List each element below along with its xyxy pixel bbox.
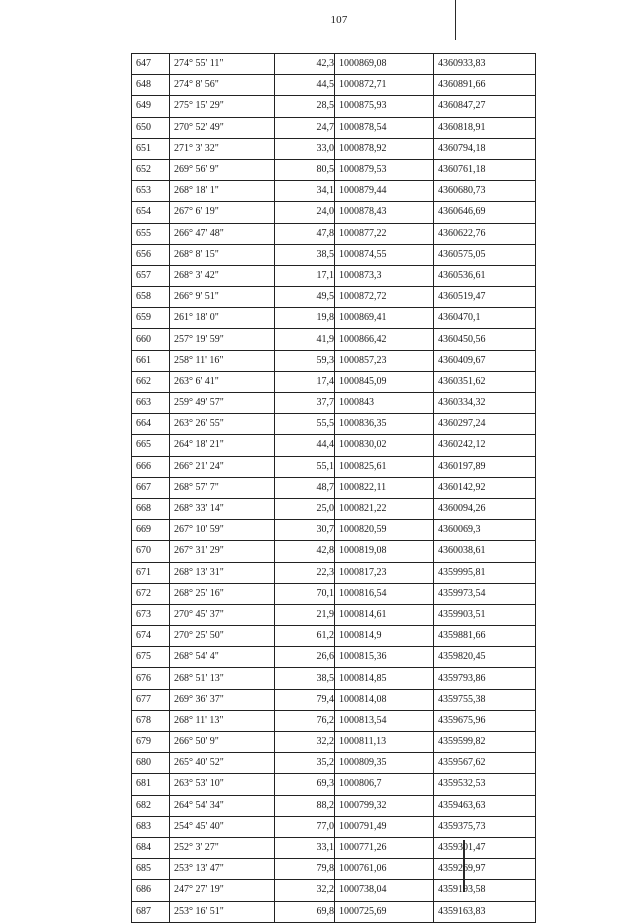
y-coordinate-cell: 4360575,05 xyxy=(434,244,536,265)
table-row xyxy=(132,181,536,202)
x-coordinate-cell: 1000813,54 xyxy=(335,710,434,731)
bearing-cell: 269° 56' 9" xyxy=(170,159,275,180)
x-coordinate-cell: 1000878,43 xyxy=(335,202,434,223)
y-coordinate-cell: 4359269,97 xyxy=(434,859,536,880)
point-number-cell: 676 xyxy=(132,668,170,689)
bearing-cell: 247° 27' 19" xyxy=(170,880,275,901)
y-coordinate-cell: 4359820,45 xyxy=(434,647,536,668)
y-coordinate-cell: 4359463,63 xyxy=(434,795,536,816)
bearing-cell: 267° 31' 29" xyxy=(170,541,275,562)
y-coordinate-cell: 4360242,12 xyxy=(434,435,536,456)
bearing-cell: 268° 54' 4" xyxy=(170,647,275,668)
table-row xyxy=(132,223,536,244)
x-coordinate-cell: 1000814,9 xyxy=(335,626,434,647)
point-number-cell: 660 xyxy=(132,329,170,350)
table-row xyxy=(132,54,536,75)
y-coordinate-cell: 4360794,18 xyxy=(434,138,536,159)
distance-cell: 32,2 xyxy=(275,732,335,753)
point-number-cell: 683 xyxy=(132,816,170,837)
y-coordinate-cell: 4359881,66 xyxy=(434,626,536,647)
x-coordinate-cell: 1000725,69 xyxy=(335,901,434,922)
distance-cell: 25,0 xyxy=(275,498,335,519)
table-row xyxy=(132,710,536,731)
y-coordinate-cell: 4359973,54 xyxy=(434,583,536,604)
distance-cell: 69,8 xyxy=(275,901,335,922)
x-coordinate-cell: 1000843 xyxy=(335,393,434,414)
x-coordinate-cell: 1000875,93 xyxy=(335,96,434,117)
point-number-cell: 648 xyxy=(132,75,170,96)
x-coordinate-cell: 1000811,13 xyxy=(335,732,434,753)
distance-cell: 61,2 xyxy=(275,626,335,647)
x-coordinate-cell: 1000814,85 xyxy=(335,668,434,689)
bearing-cell: 270° 25' 50" xyxy=(170,626,275,647)
bearing-cell: 259° 49' 57" xyxy=(170,393,275,414)
distance-cell: 79,4 xyxy=(275,689,335,710)
x-coordinate-cell: 1000872,72 xyxy=(335,287,434,308)
table-row xyxy=(132,393,536,414)
point-number-cell: 653 xyxy=(132,181,170,202)
x-coordinate-cell: 1000806,7 xyxy=(335,774,434,795)
y-coordinate-cell: 4359375,73 xyxy=(434,816,536,837)
point-number-cell: 663 xyxy=(132,393,170,414)
table-row xyxy=(132,96,536,117)
bearing-cell: 252° 3' 27" xyxy=(170,837,275,858)
table-row xyxy=(132,795,536,816)
bearing-cell: 274° 8' 56" xyxy=(170,75,275,96)
point-number-cell: 667 xyxy=(132,477,170,498)
y-coordinate-cell: 4359301,47 xyxy=(434,837,536,858)
x-coordinate-cell: 1000814,61 xyxy=(335,604,434,625)
table-row xyxy=(132,689,536,710)
distance-cell: 76,2 xyxy=(275,710,335,731)
x-coordinate-cell: 1000816,54 xyxy=(335,583,434,604)
y-coordinate-cell: 4360680,73 xyxy=(434,181,536,202)
bearing-cell: 268° 13' 31" xyxy=(170,562,275,583)
bearing-cell: 253° 13' 47" xyxy=(170,859,275,880)
point-number-cell: 652 xyxy=(132,159,170,180)
distance-cell: 22,3 xyxy=(275,562,335,583)
point-number-cell: 669 xyxy=(132,520,170,541)
table-row xyxy=(132,265,536,286)
table-row xyxy=(132,647,536,668)
table-row xyxy=(132,244,536,265)
bearing-cell: 267° 6' 19" xyxy=(170,202,275,223)
x-coordinate-cell: 1000825,61 xyxy=(335,456,434,477)
table-row xyxy=(132,668,536,689)
bearing-cell: 268° 8' 15" xyxy=(170,244,275,265)
bearing-cell: 265° 40' 52" xyxy=(170,753,275,774)
table-row xyxy=(132,75,536,96)
y-coordinate-cell: 4360519,47 xyxy=(434,287,536,308)
x-coordinate-cell: 1000878,92 xyxy=(335,138,434,159)
point-number-cell: 686 xyxy=(132,880,170,901)
table-row xyxy=(132,520,536,541)
x-coordinate-cell: 1000866,42 xyxy=(335,329,434,350)
bearing-cell: 264° 54' 34" xyxy=(170,795,275,816)
table-row xyxy=(132,329,536,350)
table-row xyxy=(132,816,536,837)
bearing-cell: 270° 52' 49" xyxy=(170,117,275,138)
bearing-cell: 266° 50' 9" xyxy=(170,732,275,753)
y-coordinate-cell: 4359532,53 xyxy=(434,774,536,795)
table-row xyxy=(132,626,536,647)
point-number-cell: 670 xyxy=(132,541,170,562)
y-coordinate-cell: 4359793,86 xyxy=(434,668,536,689)
x-coordinate-cell: 1000761,06 xyxy=(335,859,434,880)
y-coordinate-cell: 4360334,32 xyxy=(434,393,536,414)
point-number-cell: 679 xyxy=(132,732,170,753)
point-number-cell: 687 xyxy=(132,901,170,922)
point-number-cell: 665 xyxy=(132,435,170,456)
x-coordinate-cell: 1000872,71 xyxy=(335,75,434,96)
x-coordinate-cell: 1000877,22 xyxy=(335,223,434,244)
y-coordinate-cell: 4360761,18 xyxy=(434,159,536,180)
y-coordinate-cell: 4359599,82 xyxy=(434,732,536,753)
bearing-cell: 257° 19' 59" xyxy=(170,329,275,350)
y-coordinate-cell: 4359755,38 xyxy=(434,689,536,710)
distance-cell: 80,5 xyxy=(275,159,335,180)
point-number-cell: 662 xyxy=(132,371,170,392)
point-number-cell: 674 xyxy=(132,626,170,647)
y-coordinate-cell: 4359567,62 xyxy=(434,753,536,774)
y-coordinate-cell: 4360891,66 xyxy=(434,75,536,96)
bearing-cell: 263° 6' 41" xyxy=(170,371,275,392)
y-coordinate-cell: 4359193,58 xyxy=(434,880,536,901)
distance-cell: 44,4 xyxy=(275,435,335,456)
y-coordinate-cell: 4360622,76 xyxy=(434,223,536,244)
bearing-cell: 261° 18' 0" xyxy=(170,308,275,329)
bearing-cell: 268° 51' 13" xyxy=(170,668,275,689)
bearing-cell: 266° 47' 48" xyxy=(170,223,275,244)
table-row xyxy=(132,774,536,795)
x-coordinate-cell: 1000836,35 xyxy=(335,414,434,435)
y-coordinate-cell: 4360646,69 xyxy=(434,202,536,223)
bearing-cell: 270° 45' 37" xyxy=(170,604,275,625)
table-row xyxy=(132,498,536,519)
bearing-cell: 268° 33' 14" xyxy=(170,498,275,519)
table-row xyxy=(132,350,536,371)
distance-cell: 33,1 xyxy=(275,837,335,858)
point-number-cell: 655 xyxy=(132,223,170,244)
table-row xyxy=(132,456,536,477)
coordinates-table xyxy=(131,53,536,923)
table-row xyxy=(132,414,536,435)
point-number-cell: 650 xyxy=(132,117,170,138)
y-coordinate-cell: 4360069,3 xyxy=(434,520,536,541)
table-row xyxy=(132,435,536,456)
x-coordinate-cell: 1000791,49 xyxy=(335,816,434,837)
distance-cell: 42,3 xyxy=(275,54,335,75)
bearing-cell: 268° 11' 13" xyxy=(170,710,275,731)
x-coordinate-cell: 1000814,08 xyxy=(335,689,434,710)
point-number-cell: 673 xyxy=(132,604,170,625)
table-row xyxy=(132,371,536,392)
bearing-cell: 268° 3' 42" xyxy=(170,265,275,286)
distance-cell: 19,8 xyxy=(275,308,335,329)
point-number-cell: 678 xyxy=(132,710,170,731)
point-number-cell: 685 xyxy=(132,859,170,880)
distance-cell: 17,4 xyxy=(275,371,335,392)
x-coordinate-cell: 1000771,26 xyxy=(335,837,434,858)
bearing-cell: 258° 11' 16" xyxy=(170,350,275,371)
scan-mark-top xyxy=(455,0,456,40)
distance-cell: 34,1 xyxy=(275,181,335,202)
distance-cell: 26,6 xyxy=(275,647,335,668)
x-coordinate-cell: 1000799,32 xyxy=(335,795,434,816)
y-coordinate-cell: 4359163,83 xyxy=(434,901,536,922)
distance-cell: 42,8 xyxy=(275,541,335,562)
distance-cell: 59,3 xyxy=(275,350,335,371)
bearing-cell: 254° 45' 40" xyxy=(170,816,275,837)
bearing-cell: 263° 26' 55" xyxy=(170,414,275,435)
distance-cell: 35,2 xyxy=(275,753,335,774)
x-coordinate-cell: 1000874,55 xyxy=(335,244,434,265)
table-row xyxy=(132,138,536,159)
point-number-cell: 649 xyxy=(132,96,170,117)
bearing-cell: 268° 57' 7" xyxy=(170,477,275,498)
distance-cell: 17,1 xyxy=(275,265,335,286)
y-coordinate-cell: 4359995,81 xyxy=(434,562,536,583)
y-coordinate-cell: 4360094,26 xyxy=(434,498,536,519)
bearing-cell: 266° 9' 51" xyxy=(170,287,275,308)
point-number-cell: 682 xyxy=(132,795,170,816)
y-coordinate-cell: 4360536,61 xyxy=(434,265,536,286)
point-number-cell: 675 xyxy=(132,647,170,668)
distance-cell: 69,3 xyxy=(275,774,335,795)
point-number-cell: 661 xyxy=(132,350,170,371)
distance-cell: 41,9 xyxy=(275,329,335,350)
table-row xyxy=(132,583,536,604)
table-row xyxy=(132,308,536,329)
x-coordinate-cell: 1000821,22 xyxy=(335,498,434,519)
point-number-cell: 657 xyxy=(132,265,170,286)
distance-cell: 44,5 xyxy=(275,75,335,96)
x-coordinate-cell: 1000822,11 xyxy=(335,477,434,498)
distance-cell: 28,5 xyxy=(275,96,335,117)
table-row xyxy=(132,541,536,562)
bearing-cell: 266° 21' 24" xyxy=(170,456,275,477)
x-coordinate-cell: 1000830,02 xyxy=(335,435,434,456)
bearing-cell: 274° 55' 11" xyxy=(170,54,275,75)
bearing-cell: 263° 53' 10" xyxy=(170,774,275,795)
distance-cell: 70,1 xyxy=(275,583,335,604)
point-number-cell: 656 xyxy=(132,244,170,265)
y-coordinate-cell: 4360450,56 xyxy=(434,329,536,350)
x-coordinate-cell: 1000878,54 xyxy=(335,117,434,138)
distance-cell: 38,5 xyxy=(275,668,335,689)
point-number-cell: 681 xyxy=(132,774,170,795)
bearing-cell: 268° 18' 1" xyxy=(170,181,275,202)
bearing-cell: 275° 15' 29" xyxy=(170,96,275,117)
distance-cell: 55,1 xyxy=(275,456,335,477)
bearing-cell: 271° 3' 32" xyxy=(170,138,275,159)
page-number: 107 xyxy=(330,14,348,26)
bearing-cell: 269° 36' 37" xyxy=(170,689,275,710)
table-row xyxy=(132,604,536,625)
y-coordinate-cell: 4360847,27 xyxy=(434,96,536,117)
table-row xyxy=(132,117,536,138)
distance-cell: 32,2 xyxy=(275,880,335,901)
x-coordinate-cell: 1000815,36 xyxy=(335,647,434,668)
distance-cell: 79,8 xyxy=(275,859,335,880)
distance-cell: 88,2 xyxy=(275,795,335,816)
y-coordinate-cell: 4360409,67 xyxy=(434,350,536,371)
x-coordinate-cell: 1000738,04 xyxy=(335,880,434,901)
table-row xyxy=(132,837,536,858)
x-coordinate-cell: 1000820,59 xyxy=(335,520,434,541)
distance-cell: 47,8 xyxy=(275,223,335,244)
coordinates-table-body xyxy=(132,54,536,923)
x-coordinate-cell: 1000873,3 xyxy=(335,265,434,286)
table-row xyxy=(132,202,536,223)
distance-cell: 24,0 xyxy=(275,202,335,223)
table-row xyxy=(132,159,536,180)
table-row xyxy=(132,901,536,922)
distance-cell: 33,0 xyxy=(275,138,335,159)
x-coordinate-cell: 1000819,08 xyxy=(335,541,434,562)
bearing-cell: 268° 25' 16" xyxy=(170,583,275,604)
distance-cell: 48,7 xyxy=(275,477,335,498)
distance-cell: 55,5 xyxy=(275,414,335,435)
table-row xyxy=(132,859,536,880)
distance-cell: 49,5 xyxy=(275,287,335,308)
table-row xyxy=(132,562,536,583)
y-coordinate-cell: 4360142,92 xyxy=(434,477,536,498)
x-coordinate-cell: 1000809,35 xyxy=(335,753,434,774)
distance-cell: 77,0 xyxy=(275,816,335,837)
point-number-cell: 666 xyxy=(132,456,170,477)
y-coordinate-cell: 4360818,91 xyxy=(434,117,536,138)
y-coordinate-cell: 4360038,61 xyxy=(434,541,536,562)
point-number-cell: 671 xyxy=(132,562,170,583)
y-coordinate-cell: 4360351,62 xyxy=(434,371,536,392)
x-coordinate-cell: 1000869,41 xyxy=(335,308,434,329)
point-number-cell: 654 xyxy=(132,202,170,223)
table-row xyxy=(132,287,536,308)
y-coordinate-cell: 4360197,89 xyxy=(434,456,536,477)
distance-cell: 37,7 xyxy=(275,393,335,414)
point-number-cell: 684 xyxy=(132,837,170,858)
table-row xyxy=(132,732,536,753)
point-number-cell: 651 xyxy=(132,138,170,159)
x-coordinate-cell: 1000879,53 xyxy=(335,159,434,180)
x-coordinate-cell: 1000845,09 xyxy=(335,371,434,392)
x-coordinate-cell: 1000879,44 xyxy=(335,181,434,202)
point-number-cell: 647 xyxy=(132,54,170,75)
bearing-cell: 253° 16' 51" xyxy=(170,901,275,922)
distance-cell: 38,5 xyxy=(275,244,335,265)
distance-cell: 21,9 xyxy=(275,604,335,625)
x-coordinate-cell: 1000817,23 xyxy=(335,562,434,583)
bearing-cell: 264° 18' 21" xyxy=(170,435,275,456)
distance-cell: 30,7 xyxy=(275,520,335,541)
table-row xyxy=(132,753,536,774)
table-row xyxy=(132,477,536,498)
point-number-cell: 680 xyxy=(132,753,170,774)
point-number-cell: 668 xyxy=(132,498,170,519)
x-coordinate-cell: 1000869,08 xyxy=(335,54,434,75)
x-coordinate-cell: 1000857,23 xyxy=(335,350,434,371)
y-coordinate-cell: 4360933,83 xyxy=(434,54,536,75)
point-number-cell: 677 xyxy=(132,689,170,710)
point-number-cell: 659 xyxy=(132,308,170,329)
point-number-cell: 672 xyxy=(132,583,170,604)
y-coordinate-cell: 4359903,51 xyxy=(434,604,536,625)
point-number-cell: 658 xyxy=(132,287,170,308)
distance-cell: 24,7 xyxy=(275,117,335,138)
point-number-cell: 664 xyxy=(132,414,170,435)
y-coordinate-cell: 4360470,1 xyxy=(434,308,536,329)
y-coordinate-cell: 4360297,24 xyxy=(434,414,536,435)
bearing-cell: 267° 10' 59" xyxy=(170,520,275,541)
y-coordinate-cell: 4359675,96 xyxy=(434,710,536,731)
